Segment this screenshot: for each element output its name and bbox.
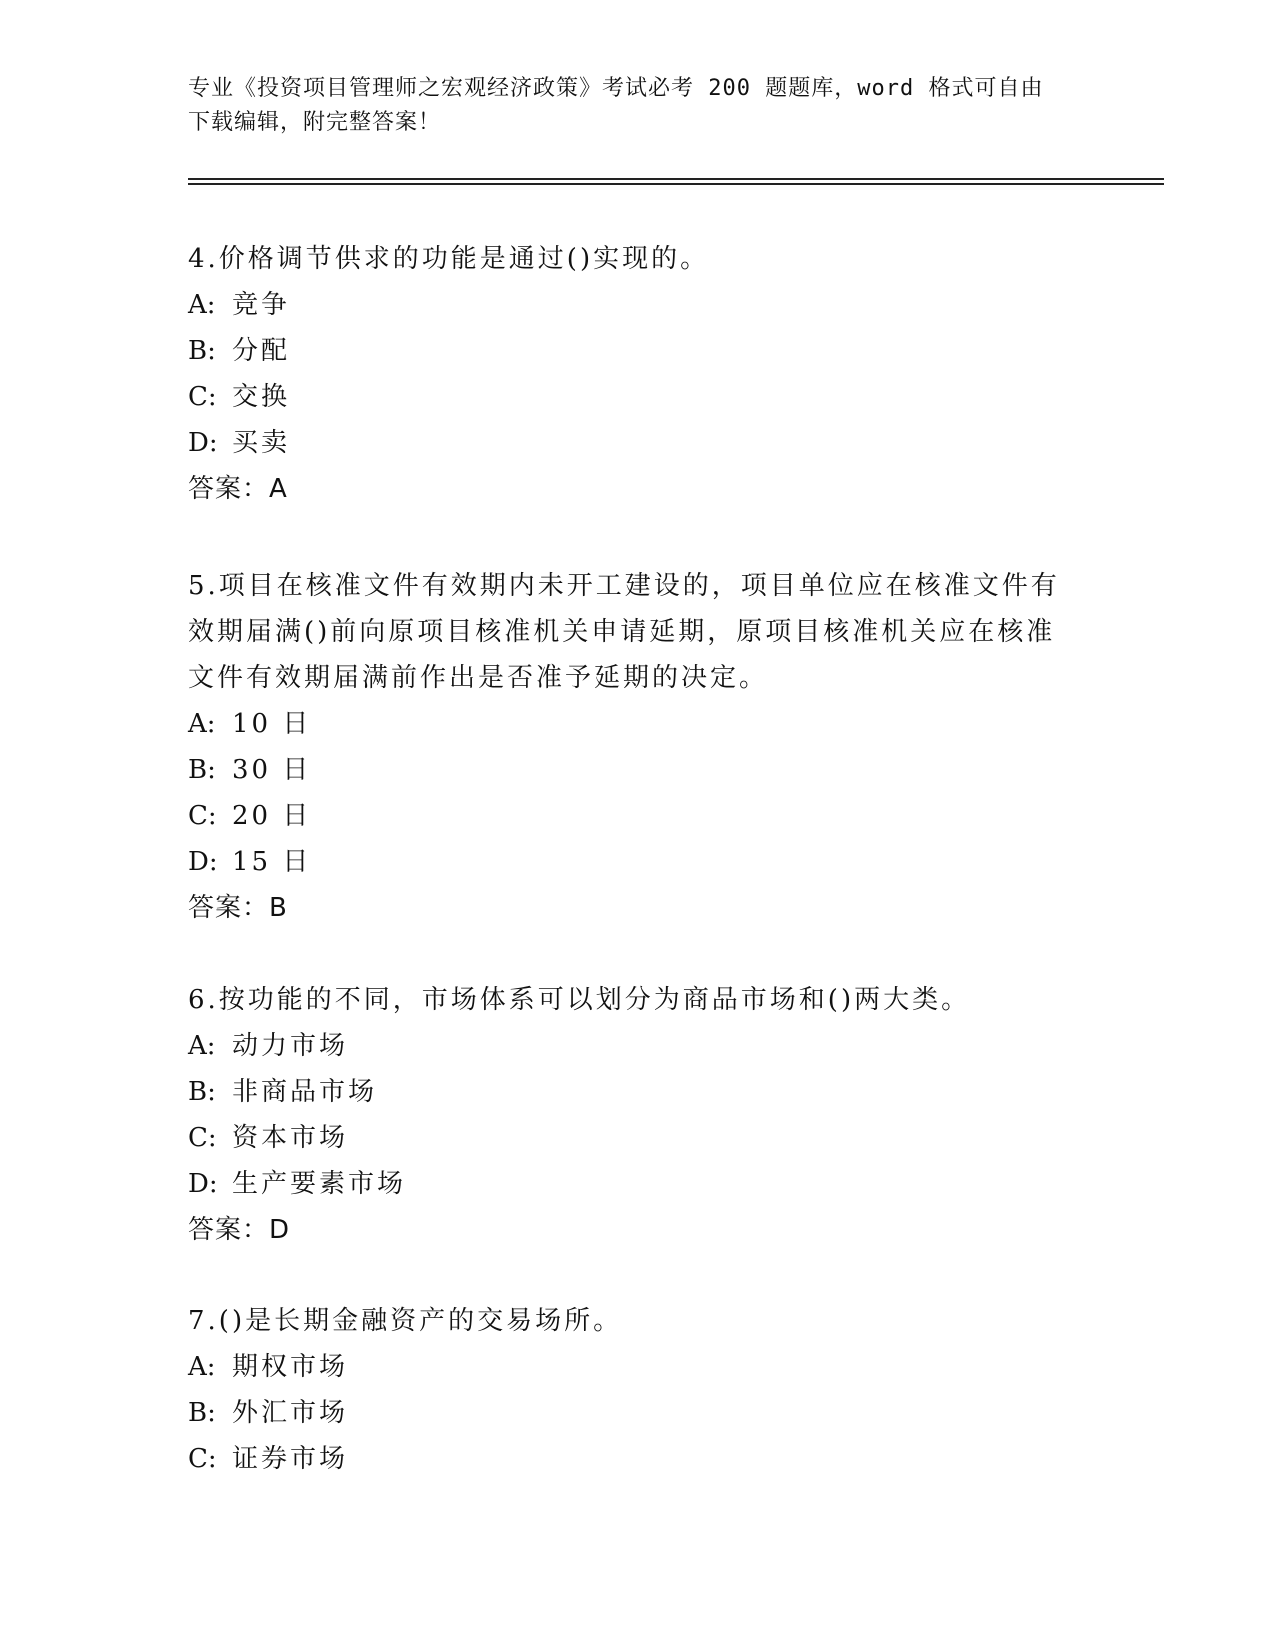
option-key: C: <box>188 1444 217 1474</box>
option-key: C: <box>188 1123 217 1153</box>
option-a <box>188 1344 1068 1390</box>
option-key: B: <box>188 336 216 366</box>
document-header <box>188 72 1088 140</box>
question-stem: 7.()是长期金融资产的交易场所。 <box>188 1306 623 1336</box>
header-divider-top <box>188 178 1164 180</box>
question-stem-line-2: 效期届满()前向原项目核准机关申请延期，原项目核准机关应在核准 <box>188 617 1056 647</box>
option-text: 期权市场 <box>232 1352 349 1382</box>
option-a <box>188 701 1068 747</box>
option-b <box>188 1069 1068 1115</box>
option-b <box>188 747 1068 793</box>
option-text: 20 日 <box>232 801 312 831</box>
option-d <box>188 420 1068 466</box>
option-c <box>188 1115 1068 1161</box>
option-c <box>188 793 1068 839</box>
option-key: D: <box>188 428 218 458</box>
option-text: 外汇市场 <box>232 1398 349 1428</box>
option-b <box>188 1390 1068 1436</box>
answer-label: 答案：B <box>188 893 288 923</box>
option-a <box>188 282 1068 328</box>
option-key: D: <box>188 847 218 877</box>
option-text: 证券市场 <box>232 1444 349 1474</box>
header-line-1: 专业《投资项目管理师之宏观经济政策》考试必考 200 题题库，word 格式可自由 <box>188 76 1044 101</box>
option-key: A: <box>188 1352 216 1382</box>
header-divider-bottom <box>188 183 1164 185</box>
option-key: A: <box>188 290 216 320</box>
question-4 <box>188 236 1068 512</box>
option-text: 竞争 <box>232 290 291 320</box>
option-key: A: <box>188 1031 216 1061</box>
option-key: C: <box>188 382 217 412</box>
option-c <box>188 1436 1068 1482</box>
answer-label: 答案：D <box>188 1215 291 1245</box>
option-key: B: <box>188 1398 216 1428</box>
option-key: A: <box>188 709 216 739</box>
question-7 <box>188 1298 1068 1482</box>
option-text: 15 日 <box>232 847 312 877</box>
option-text: 10 日 <box>232 709 312 739</box>
question-stem: 6.按功能的不同，市场体系可以划分为商品市场和()两大类。 <box>188 985 971 1015</box>
option-text: 30 日 <box>232 755 312 785</box>
option-text: 动力市场 <box>232 1031 349 1061</box>
option-text: 资本市场 <box>232 1123 349 1153</box>
option-key: B: <box>188 755 216 785</box>
option-a <box>188 1023 1068 1069</box>
question-stem-line-3: 文件有效期届满前作出是否准予延期的决定。 <box>188 663 769 693</box>
question-stem: 4.价格调节供求的功能是通过()实现的。 <box>188 244 710 274</box>
option-text: 非商品市场 <box>232 1077 378 1107</box>
option-d <box>188 839 1068 885</box>
header-line-2: 下载编辑，附完整答案！ <box>188 110 442 135</box>
question-5 <box>188 563 1068 931</box>
option-text: 交换 <box>232 382 291 412</box>
option-d <box>188 1161 1068 1207</box>
answer-label: 答案：A <box>188 474 288 504</box>
option-b <box>188 328 1068 374</box>
option-text: 分配 <box>232 336 291 366</box>
question-6 <box>188 977 1068 1253</box>
question-stem-line-1: 5.项目在核准文件有效期内未开工建设的，项目单位应在核准文件有 <box>188 571 1060 601</box>
option-key: C: <box>188 801 217 831</box>
option-key: D: <box>188 1169 218 1199</box>
option-text: 生产要素市场 <box>232 1169 407 1199</box>
option-key: B: <box>188 1077 216 1107</box>
option-c <box>188 374 1068 420</box>
option-text: 买卖 <box>232 428 291 458</box>
